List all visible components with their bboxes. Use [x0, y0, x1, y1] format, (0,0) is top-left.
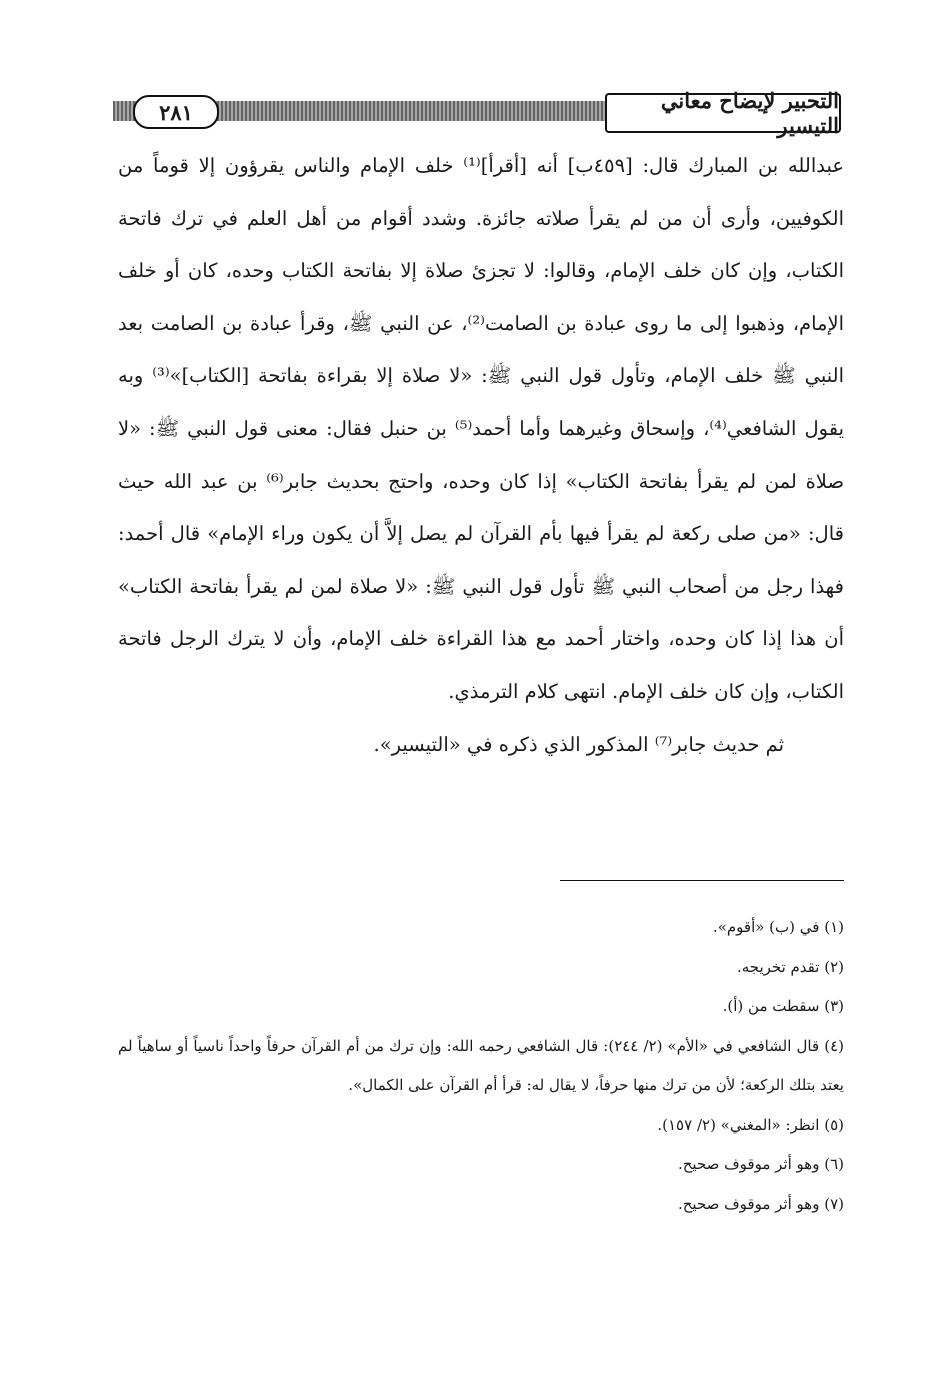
book-title: التحبير لإيضاح معاني التيسير [605, 93, 841, 133]
main-text [118, 140, 844, 771]
running-header [113, 88, 841, 138]
footnote-5: (٥) انظر: «المغني» (٢/ ١٥٧). [657, 1115, 844, 1134]
footnote-6: (٦) وهو أثر موقوف صحيح. [677, 1155, 844, 1173]
footnote-2: (٢) تقدم تخريجه. [736, 957, 844, 976]
footnotes [118, 908, 844, 1224]
footnote-1: (١) في (ب) «أقوم». [712, 918, 844, 936]
footnote-7: (٧) وهو أثر موقوف صحيح. [677, 1194, 844, 1213]
footnote-divider [560, 880, 844, 881]
paragraph-2: ثم حديث جابر⁽⁷⁾ المذكور الذي ذكره في «التيسير». [373, 732, 784, 756]
footnote-3: (٣) سقطت من (أ). [722, 997, 844, 1015]
footnote-4: (٤) قال الشافعي في «الأم» (٢/ ٢٤٤): قال الشافعي رحمه الله: وإن ترك من أم القرآن حرفاً واحداً ناسياً أو ساهياً لم يعتد بتلك الركعة؛ لأن من ترك منها حرفاً، لا يقال له: قرأ أم القرآن على الكمال». [118, 1036, 844, 1094]
page-number: ٢٨١ [133, 95, 219, 129]
paragraph-1: عبدالله بن المبارك قال: [٤٥٩ب] أنه [أقرأ]⁽¹⁾ خلف الإمام والناس يقرؤون إلا قوماً من الكوفيين، وأرى أن من لم يقرأ صلاته جائزة. وشدد أقوام من أهل العلم في ترك فاتحة الكتاب، وإن كان خلف الإمام، وقالوا: لا تجزئ صلاة إلا بفاتحة الكتاب وحده، كان أو خلف الإمام، وذهبوا إلى ما روى عبادة بن الصامت⁽²⁾، عن النبي ﷺ، وقرأ عبادة بن الصامت بعد النبي ﷺ خلف الإمام، وتأول قول النبي ﷺ: «لا صلاة إلا بقراءة بفاتحة [الكتاب]»⁽³⁾ وبه يقول الشافعي⁽⁴⁾، وإسحاق وغيرهما وأما أحمد⁽⁵⁾ بن حنبل فقال: معنى قول النبي ﷺ: «لا صلاة لمن لم يقرأ بفاتحة الكتاب» إذا كان وحده، واحتج بحديث جابر⁽⁶⁾ بن عبد الله حيث قال: «من صلى ركعة لم يقرأ فيها بأم القرآن لم يصل إلاَّ أن يكون وراء الإمام» قال أحمد: فهذا رجل من أصحاب النبي ﷺ تأول قول النبي ﷺ: «لا صلاة لمن لم يقرأ بفاتحة الكتاب» أن هذا إذا كان وحده، واختار أحمد مع هذا القراءة خلف الإمام، وأن لا يترك الرجل فاتحة الكتاب، وإن كان خلف الإمام. انتهى كلام الترمذي. [118, 154, 845, 703]
